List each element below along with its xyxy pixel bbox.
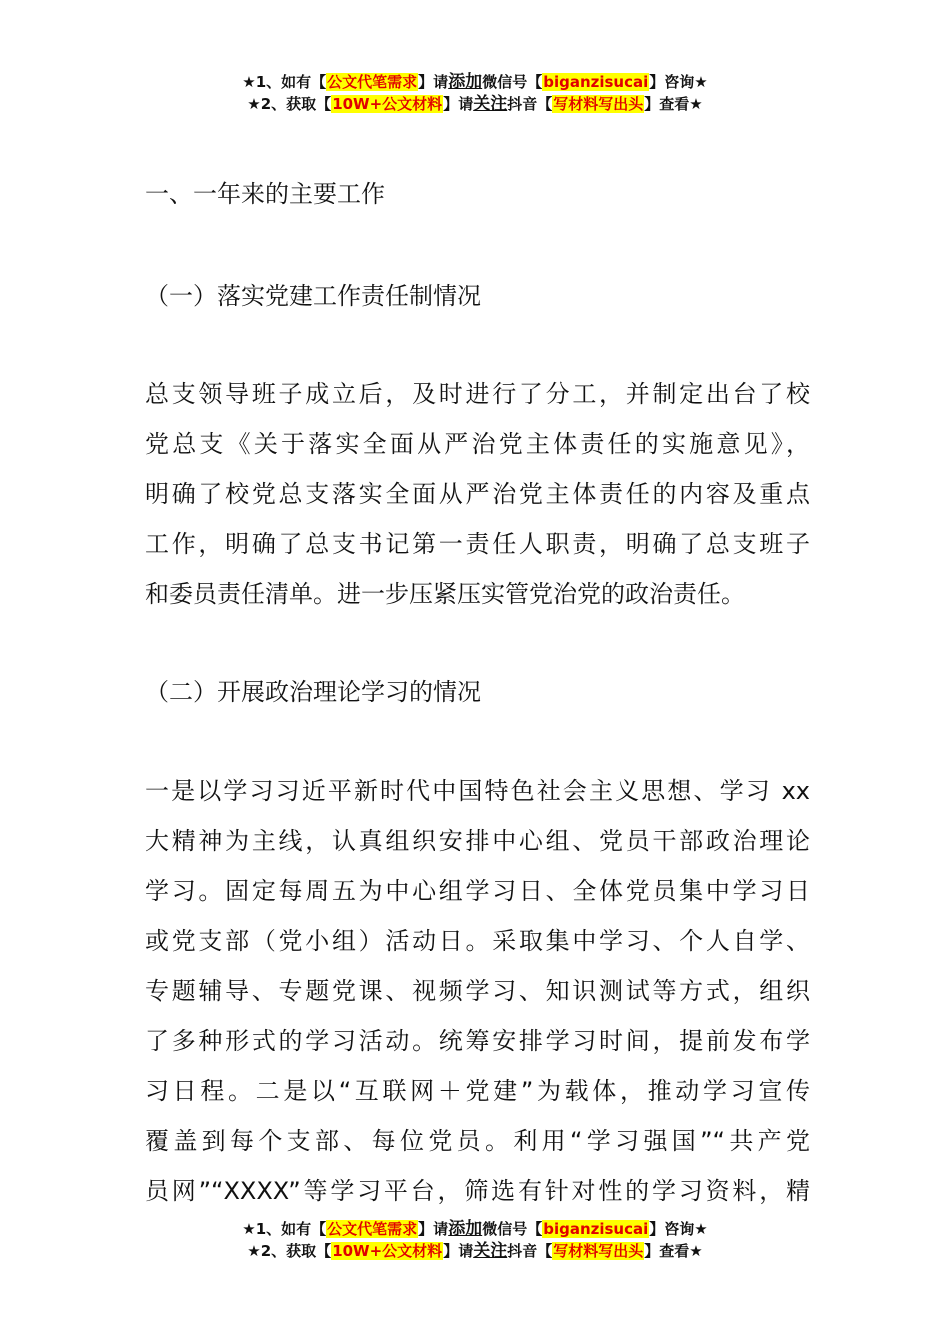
- promo-douyin-id: 写材料写出头: [553, 95, 644, 113]
- paragraph-line: 学习。固定每周五为中心组学习日、全体党员集中学习日: [145, 877, 810, 905]
- promo-line-1: [0, 1218, 950, 1240]
- promo-emphasis: 关注: [473, 1241, 508, 1261]
- promo-text: 】请: [418, 1220, 449, 1238]
- promo-line-2: [0, 93, 950, 115]
- promo-highlight: 公文代笔需求: [327, 73, 418, 91]
- paragraph-line: 习日程。二是以“互联网＋党建”为载体，推动学习宣传: [145, 1077, 810, 1105]
- promo-emphasis: 关注: [473, 94, 508, 114]
- promo-text: 抖音【: [507, 95, 553, 113]
- promo-text: ★1、如有【: [242, 73, 327, 91]
- promo-text: ★1、如有【: [242, 1220, 327, 1238]
- paragraph-line: 和委员责任清单。进一步压紧压实管党治党的政治责任。: [145, 580, 745, 608]
- subsection-title-2: （二）开展政治理论学习的情况: [145, 678, 481, 706]
- paragraph-1: [145, 369, 810, 619]
- paragraph-line: 大精神为主线，认真组织安排中心组、党员干部政治理论: [145, 827, 810, 855]
- promo-banner-bottom: [0, 1218, 950, 1262]
- promo-highlight: 10W+公文材料: [332, 1242, 443, 1260]
- promo-emphasis: 添加: [448, 72, 483, 92]
- promo-emphasis: 添加: [448, 1219, 483, 1239]
- promo-text: 】请: [443, 1242, 474, 1260]
- paragraph-2: [145, 766, 810, 1216]
- promo-text: ★2、获取【: [247, 1242, 332, 1260]
- paragraph-line: 党总支《关于落实全面从严治党主体责任的实施意见》，: [145, 430, 810, 458]
- paragraph-line: 覆盖到每个支部、每位党员。利用“学习强国”“共产党: [145, 1127, 810, 1155]
- promo-line-1: [0, 71, 950, 93]
- promo-text: 】查看★: [644, 95, 703, 113]
- promo-text: 】请: [443, 95, 474, 113]
- subsection-title-1: （一）落实党建工作责任制情况: [145, 282, 481, 310]
- promo-text: 】查看★: [644, 1242, 703, 1260]
- paragraph-line: 专题辅导、专题党课、视频学习、知识测试等方式，组织: [145, 977, 810, 1005]
- promo-banner-top: [0, 71, 950, 115]
- promo-text: 】咨询★: [649, 73, 708, 91]
- promo-text: 微信号【: [482, 73, 543, 91]
- promo-highlight: 公文代笔需求: [327, 1220, 418, 1238]
- promo-text: 抖音【: [507, 1242, 553, 1260]
- promo-highlight: 10W+公文材料: [332, 95, 443, 113]
- paragraph-line: 了多种形式的学习活动。统筹安排学习时间，提前发布学: [145, 1027, 810, 1055]
- section-title: 一、一年来的主要工作: [145, 180, 385, 208]
- paragraph-line: 员网”“XXXX”等学习平台，筛选有针对性的学习资料，精: [145, 1177, 810, 1205]
- paragraph-line: 一是以学习习近平新时代中国特色社会主义思想、学习 xx: [145, 777, 810, 805]
- promo-douyin-id: 写材料写出头: [553, 1242, 644, 1260]
- paragraph-line: 或党支部（党小组）活动日。采取集中学习、个人自学、: [145, 927, 810, 955]
- promo-text: 】请: [418, 73, 449, 91]
- promo-wechat-id: biganzisucai: [543, 1220, 649, 1238]
- promo-wechat-id: biganzisucai: [543, 73, 649, 91]
- promo-line-2: [0, 1240, 950, 1262]
- promo-text: 】咨询★: [649, 1220, 708, 1238]
- promo-text: 微信号【: [482, 1220, 543, 1238]
- promo-text: ★2、获取【: [247, 95, 332, 113]
- paragraph-line: 总支领导班子成立后，及时进行了分工，并制定出台了校: [145, 380, 810, 408]
- paragraph-line: 明确了校党总支落实全面从严治党主体责任的内容及重点: [145, 480, 810, 508]
- paragraph-line: 工作，明确了总支书记第一责任人职责，明确了总支班子: [145, 530, 810, 558]
